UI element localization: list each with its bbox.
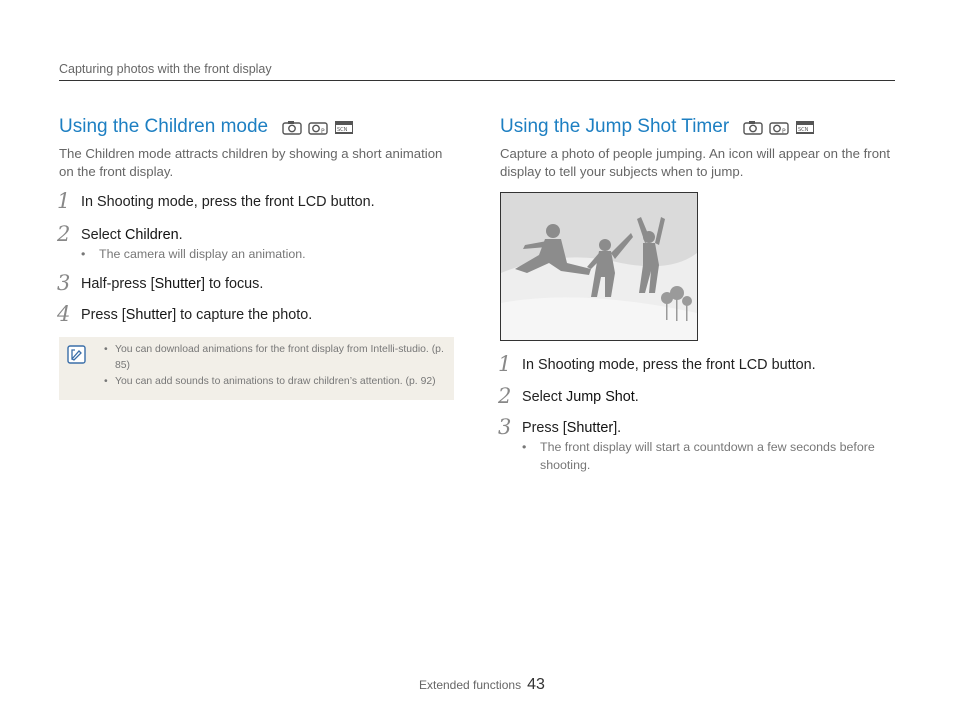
page-number: 43	[527, 676, 545, 693]
jump-shot-intro: Capture a photo of people jumping. An icon will appear on the front display to tell your subjects when to jump.	[500, 146, 891, 179]
scene-mode-icon	[334, 120, 354, 135]
step-text: In Shooting mode, press the front LCD button.	[522, 357, 816, 373]
smart-mode-icon	[282, 120, 302, 135]
jump-shot-section	[500, 114, 900, 181]
step-text: Half-press [Shutter] to focus.	[81, 276, 264, 292]
children-mode-intro: The Children mode attracts children by showing a short animation on the front display.	[59, 146, 443, 179]
bold-term: Shutter	[154, 276, 201, 292]
footer-section: Extended functions	[419, 678, 522, 692]
bold-term: Shutter	[125, 307, 173, 323]
step-number: 3	[57, 271, 71, 295]
note-list	[104, 342, 449, 390]
note-icon	[67, 345, 86, 364]
children-mode-title	[59, 114, 459, 140]
step-text: Press [Shutter].	[522, 420, 622, 436]
jumping-people-photo	[500, 192, 698, 341]
note-box	[59, 337, 454, 400]
step-number: 2	[57, 222, 71, 246]
header-rule	[59, 80, 895, 81]
page-footer	[419, 676, 545, 694]
running-header: Capturing photos with the front display	[59, 62, 272, 76]
program-mode-icon	[769, 120, 789, 135]
children-mode-section	[59, 114, 459, 181]
scene-mode-icon	[795, 120, 815, 135]
jump-shot-title	[500, 114, 900, 140]
bold-term: Children	[125, 227, 179, 243]
mode-icons	[282, 120, 354, 135]
step-text: Select Children.	[81, 227, 183, 243]
program-mode-icon	[308, 120, 328, 135]
note-item: • You can add sounds to animations to draw children’s attention. (p. 92)	[104, 376, 436, 387]
svg-text:P: P	[782, 127, 786, 135]
mode-icons	[743, 120, 815, 135]
bold-term: Shutter	[566, 420, 614, 436]
step-number: 1	[57, 189, 71, 213]
step-text: Select Jump Shot.	[522, 389, 639, 405]
svg-text:SCN: SCN	[337, 126, 348, 133]
children-mode-title-text: Using the Children mode	[59, 116, 269, 137]
step-number: 4	[57, 302, 71, 326]
jump-shot-title-text: Using the Jump Shot Timer	[500, 116, 730, 137]
bold-term: Jump Shot	[566, 389, 635, 405]
step-number: 1	[498, 352, 512, 376]
step-text: Press [Shutter] to capture the photo.	[81, 307, 313, 323]
step-text: In Shooting mode, press the front LCD button.	[81, 194, 375, 210]
svg-text:SCN: SCN	[798, 126, 809, 133]
note-item: • You can download animations for the front display from Intelli-studio. (p. 85)	[104, 344, 444, 371]
step-number: 2	[498, 384, 512, 408]
step-number: 3	[498, 415, 512, 439]
smart-mode-icon	[743, 120, 763, 135]
svg-text:P: P	[321, 127, 325, 135]
